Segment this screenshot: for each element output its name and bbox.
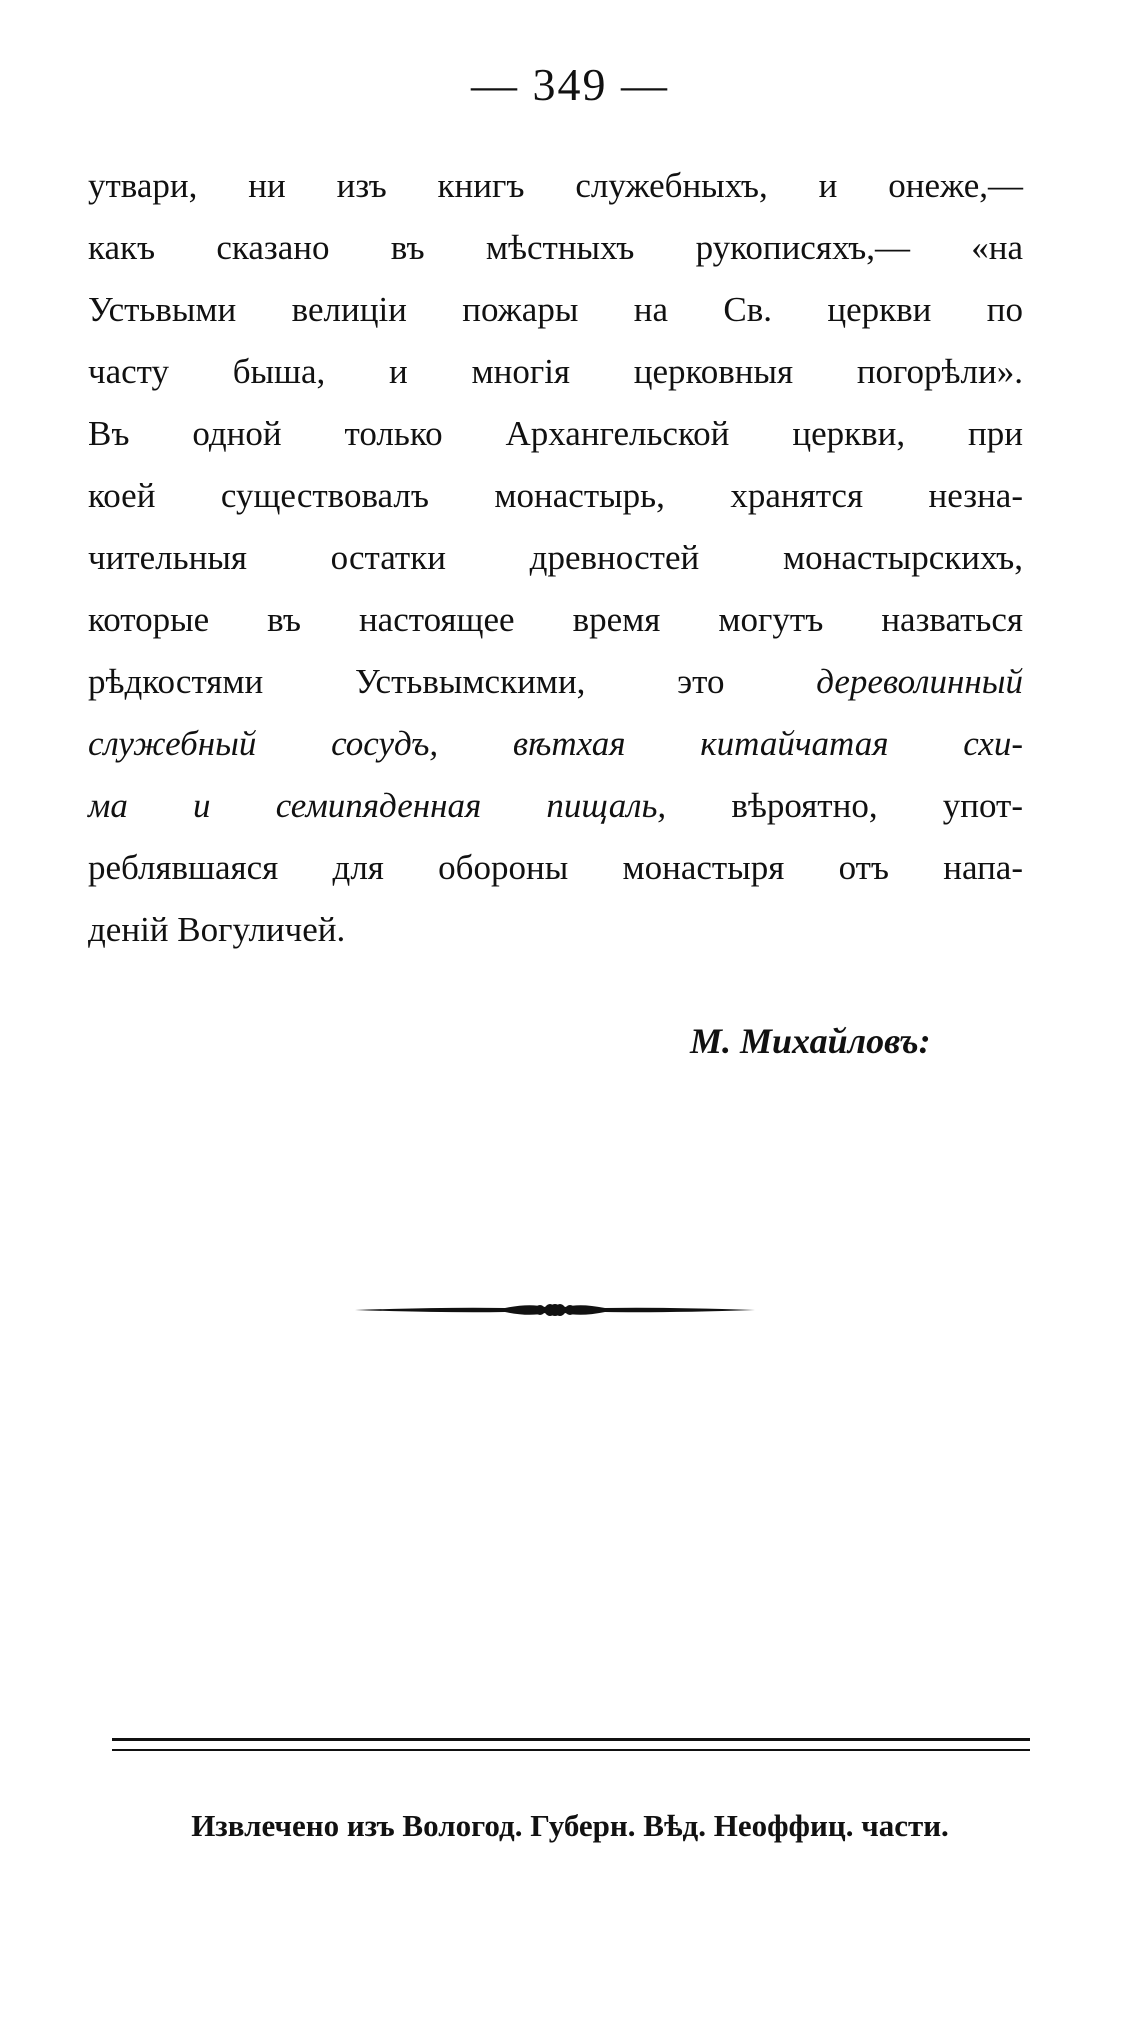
text-line [88,713,1023,775]
text-line: которые въ настоящее время могутъ назваться [88,600,1023,639]
text-segment: вѣроятно, упот- [731,786,1023,825]
text-line: какъ сказано въ мѣстныхъ рукописяхъ,— «на [88,228,1023,267]
italic-text-segment: вѣтхая китайчатая схи- [512,724,1023,763]
italic-text-segment: и семипяденная пищаль, [193,786,667,825]
italic-text-segment: ма [88,786,128,825]
footer-rule-bottom [112,1749,1030,1751]
text-line [88,651,1023,713]
footer-rule-top [112,1738,1030,1741]
ornamental-divider-icon [355,1295,755,1325]
footer-note: Извлечено изъ Вологод. Губерн. Вѣд. Неоффиц. части. [191,1808,949,1843]
text-line: часту быша, и многiя церковныя погорѣли». [88,352,1023,391]
page-number: — 349 — [471,59,669,110]
text-line: денiй Вогуличей. [88,910,346,949]
body-text [88,155,1023,961]
text-line: коей существовалъ монастырь, хранятся незна- [88,476,1023,515]
text-line: Въ одной только Архангельской церкви, при [88,414,1023,453]
signature: М. Михайловъ: [690,1021,931,1061]
italic-text-segment: служебный сосудъ, [88,724,439,763]
text-line: Устьвыми велицiи пожары на Св. церкви по [88,290,1023,329]
text-line: утвари, ни изъ книгъ служебныхъ, и онеже,— [88,166,1023,205]
text-line: чительныя остатки древностей монастырскихъ, [88,538,1023,577]
text-segment: рѣдкостями Устьвымскими, это [88,662,725,701]
italic-text-segment: дереволинный [816,662,1023,701]
text-line [88,775,1023,837]
text-line: реблявшаяся для обороны монастыря отъ напа- [88,848,1023,887]
